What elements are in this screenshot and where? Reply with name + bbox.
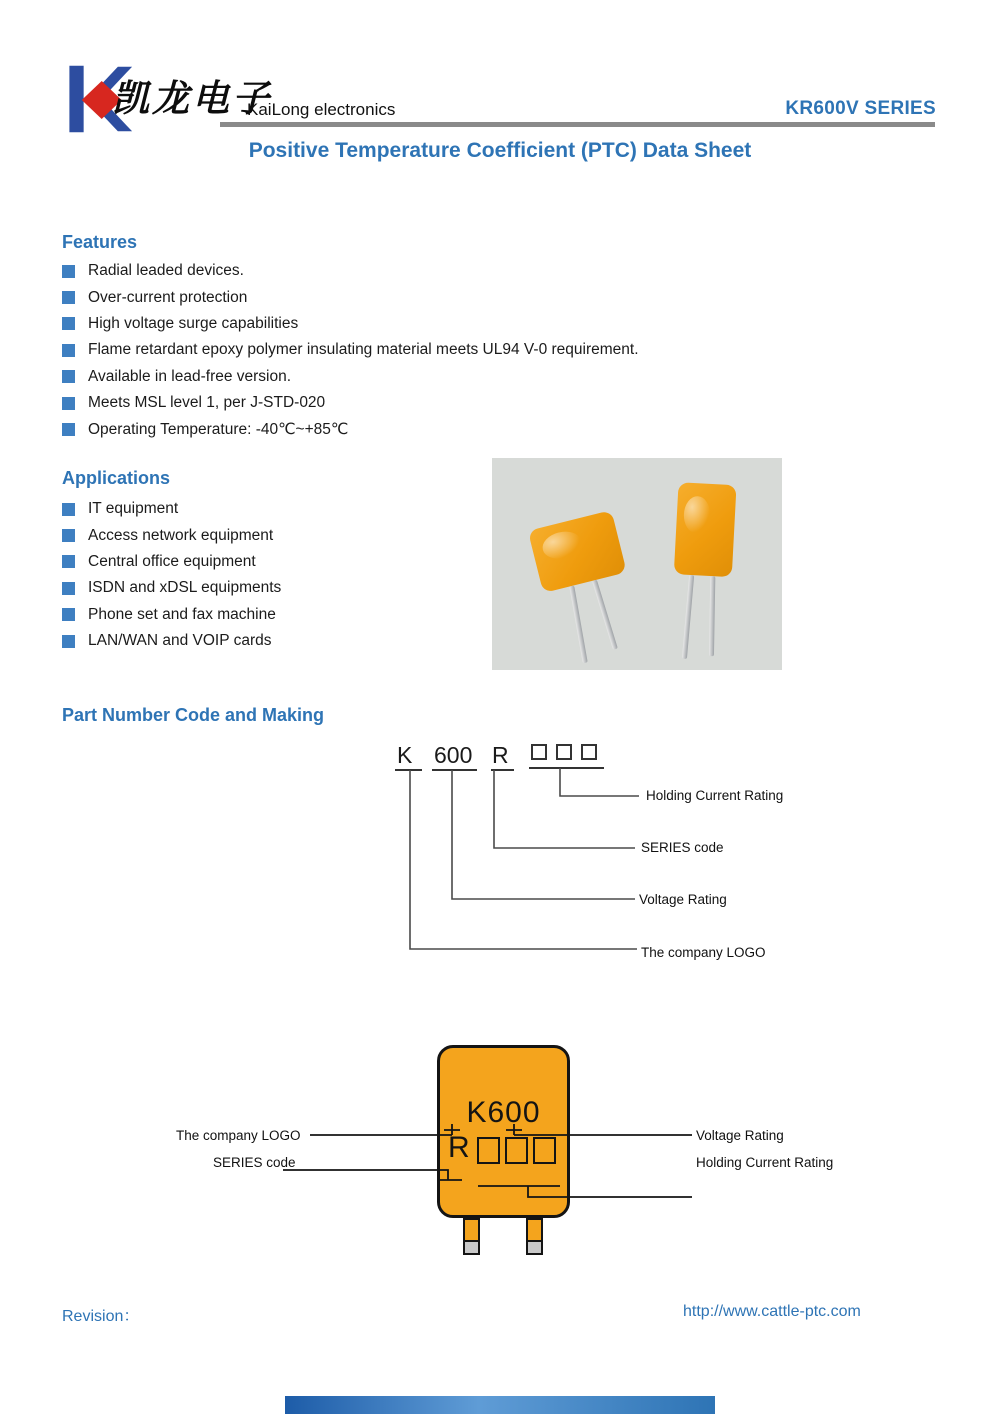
list-item (62, 258, 639, 284)
bullet-square-icon (62, 555, 75, 568)
feature-text: Flame retardant epoxy polymer insulating material meets UL94 V-0 requirement. (88, 341, 639, 359)
application-text: ISDN and xDSL equipments (88, 579, 282, 597)
product-photo (492, 458, 782, 670)
ptc-device-lead (569, 586, 587, 664)
feature-text: Radial leaded devices. (88, 262, 244, 280)
bullet-square-icon (62, 635, 75, 648)
logo-chinese-text: 凯龙电子 (112, 77, 272, 120)
series-title: KR600V SERIES (785, 98, 936, 119)
bullet-square-icon (62, 582, 75, 595)
bullet-square-icon (62, 291, 75, 304)
bullet-square-icon (62, 265, 75, 278)
application-text: Central office equipment (88, 552, 256, 570)
list-item (62, 602, 281, 628)
lead-tip (526, 1240, 543, 1255)
lead-tip (463, 1240, 480, 1255)
marking-row2 (448, 1133, 556, 1164)
ptc-device-lead (592, 580, 618, 650)
header-divider (220, 122, 935, 127)
list-item (62, 628, 281, 654)
code-square (581, 744, 597, 760)
list-item (62, 364, 639, 390)
marking-label-voltage-rating: Voltage Rating (696, 1128, 784, 1143)
lead-upper (526, 1218, 543, 1240)
marking-k600-text: K600 (466, 1096, 541, 1129)
feature-text: High voltage surge capabilities (88, 314, 299, 332)
footer-accent-bar (285, 1396, 715, 1414)
list-item (62, 416, 639, 442)
marking-lead-left (463, 1218, 480, 1255)
code-square (556, 744, 572, 760)
feature-text: Available in lead-free version. (88, 367, 292, 385)
application-text: Phone set and fax machine (88, 605, 276, 623)
marking-square (505, 1137, 528, 1164)
list-item (62, 284, 639, 310)
features-list (62, 258, 639, 443)
bullet-square-icon (62, 370, 75, 383)
code-holding-squares (531, 744, 597, 760)
marking-square (477, 1137, 500, 1164)
code-logo-char: K (397, 742, 413, 768)
feature-text: Operating Temperature: -40℃~+85℃ (88, 421, 349, 439)
application-text: IT equipment (88, 500, 179, 518)
ptc-device-body (674, 482, 737, 577)
list-item (62, 522, 281, 548)
label-series-code: SERIES code (641, 840, 724, 855)
label-holding-current: Holding Current Rating (646, 788, 784, 803)
ptc-device-lead (682, 575, 694, 659)
application-text: LAN/WAN and VOIP cards (88, 632, 272, 650)
marking-label-series-code: SERIES code (213, 1155, 296, 1170)
application-text: Access network equipment (88, 526, 274, 544)
website-link[interactable]: http://www.cattle-ptc.com (683, 1303, 861, 1320)
marking-square (533, 1137, 556, 1164)
feature-text: Over-current protection (88, 288, 248, 306)
bullet-square-icon (62, 397, 75, 410)
list-item (62, 549, 281, 575)
bullet-square-icon (62, 344, 75, 357)
marking-label-holding-current: Holding Current Rating (696, 1155, 834, 1170)
list-item (62, 496, 281, 522)
marking-label-company-logo: The company LOGO (176, 1128, 301, 1143)
ptc-device-body (528, 510, 627, 593)
bullet-square-icon (62, 608, 75, 621)
list-item (62, 390, 639, 416)
bullet-square-icon (62, 423, 75, 436)
code-square (531, 744, 547, 760)
bullet-square-icon (62, 503, 75, 516)
code-series-char: R (492, 742, 509, 768)
bullet-square-icon (62, 529, 75, 542)
part-number-heading: Part Number Code and Making (62, 705, 325, 725)
ptc-device-right (645, 473, 775, 669)
marking-lead-right (526, 1218, 543, 1255)
applications-heading: Applications (62, 468, 171, 488)
bullet-square-icon (62, 317, 75, 330)
applications-list (62, 496, 281, 654)
list-item (62, 311, 639, 337)
revision-label: Revision： (62, 1308, 140, 1325)
lead-upper (463, 1218, 480, 1240)
label-voltage-rating: Voltage Rating (639, 892, 727, 907)
page-title: Positive Temperature Coefficient (PTC) Data Sheet (248, 139, 752, 162)
list-item (62, 337, 639, 363)
code-voltage-chars: 600 (434, 742, 473, 768)
feature-text: Meets MSL level 1, per J-STD-020 (88, 394, 326, 412)
label-company-logo: The company LOGO (641, 945, 766, 960)
marking-series-char: R (448, 1131, 470, 1164)
ptc-device-lead (709, 576, 715, 656)
list-item (62, 575, 281, 601)
features-heading: Features (62, 232, 138, 252)
company-name: KaiLong electronics (247, 100, 396, 119)
